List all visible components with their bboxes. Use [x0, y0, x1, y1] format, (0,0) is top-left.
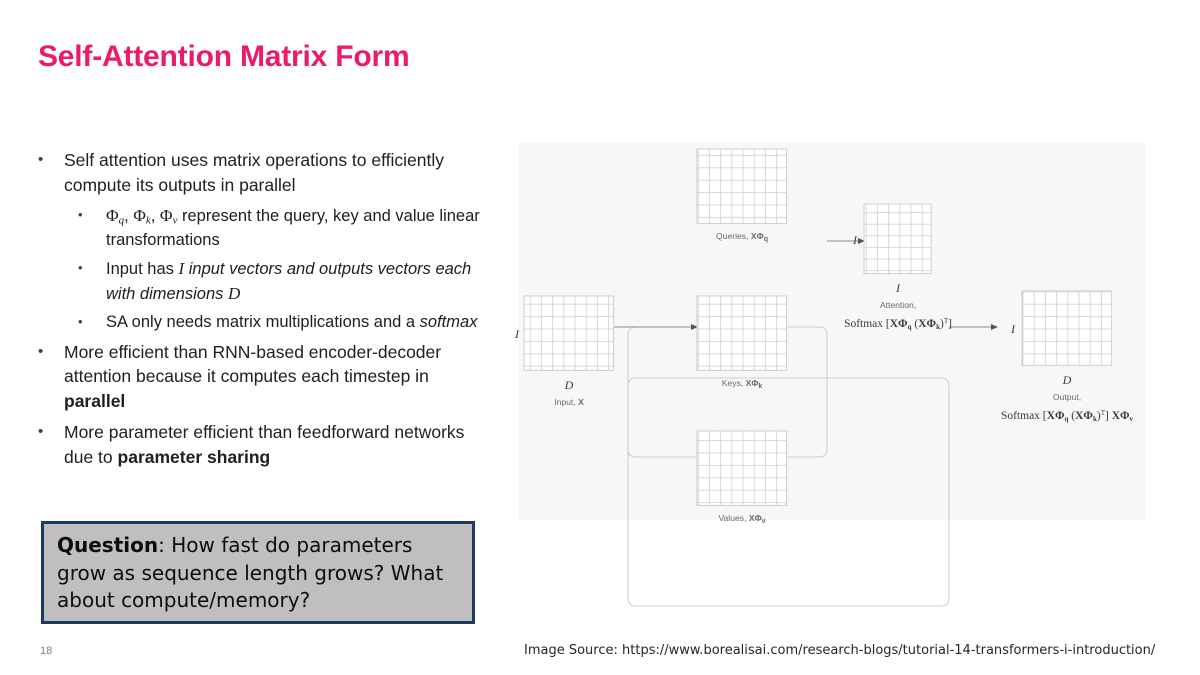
- input-dim-left: I: [515, 327, 519, 341]
- attention-dim-left: I: [853, 233, 857, 247]
- output-formula: Softmax [XΦq $(X\Phi k)^T$] XΦv: [1000, 409, 1134, 423]
- bullet-text: [106, 311, 490, 334]
- diagram-svg: [515, 143, 1145, 525]
- bullet-text: $\Phi_q$, $\Phi_k$, $\Phi_v$ represent the query, key and value linear transformations: [106, 205, 480, 249]
- phi-q-symbol: Φ: [106, 205, 119, 225]
- matrix-keys: [697, 296, 787, 390]
- matrix-attention: [844, 204, 952, 331]
- connector-av-bracket: [628, 378, 949, 606]
- diagram-arrows: [614, 241, 997, 327]
- bullet-item-1: [38, 148, 490, 198]
- bullet-marker: •: [38, 423, 44, 441]
- phi-k-symbol: Φ: [133, 205, 146, 225]
- matrix-input: [514, 296, 614, 407]
- matrix-queries: [697, 149, 787, 243]
- bullet-text-emphasis: softmax: [419, 313, 478, 332]
- attention-formula: Softmax [XΦq $(X\Phi k)^T$]: [844, 317, 952, 331]
- bullet-text-rest: represent the query, key and value linear transformations: [106, 206, 480, 249]
- bullet-text: [64, 340, 490, 415]
- question-label: Question: [57, 533, 159, 557]
- keys-label: Keys, $X\Phi_k$: [721, 378, 763, 390]
- bullet-text-mid: input vectors and outputs vectors each with dimensions: [106, 260, 472, 303]
- bullet-text-bold: parallel: [64, 391, 126, 412]
- bullet-marker: •: [78, 314, 83, 330]
- bullet-text-pre: Input has: [106, 260, 179, 279]
- bullet-item-2: [38, 204, 490, 253]
- math-symbol-I: I: [178, 259, 185, 279]
- phi-k-subscript: k: [145, 214, 151, 227]
- attention-label: Attention,: [879, 300, 917, 310]
- bullet-marker: •: [78, 206, 83, 222]
- matrix-output: [1001, 291, 1134, 423]
- bullet-text: [64, 420, 490, 470]
- input-label: Input, X: [554, 397, 584, 407]
- bullet-text-pre: SA only needs matrix multiplications and a: [106, 313, 420, 332]
- input-dim-bottom: D: [564, 378, 574, 392]
- bullet-marker: •: [38, 342, 44, 360]
- phi-q-subscript: q: [118, 214, 125, 227]
- bullet-text-pre: More efficient than RNN-based encoder-decoder attention because it computes each timestep in: [64, 341, 442, 387]
- queries-label: Queries, $X\Phi_q$: [716, 231, 768, 243]
- math-symbol-D: D: [227, 283, 241, 303]
- matrix-values: [697, 431, 787, 525]
- bullet-item-5: [38, 340, 490, 415]
- bullet-marker: •: [78, 260, 83, 276]
- slide-number: 18: [40, 645, 53, 657]
- output-label: Output,: [1052, 392, 1082, 402]
- question-text: : How fast do parameters grow as sequence length grows? What about compute/memory?: [57, 533, 444, 613]
- bullet-list: [38, 148, 490, 476]
- page-title: Self-Attention Matrix Form: [38, 40, 410, 73]
- phi-v-symbol: Φ: [159, 205, 173, 225]
- bullet-text-bold: parameter sharing: [117, 446, 271, 467]
- bullet-item-6: [38, 420, 490, 470]
- question-callout-box: [41, 521, 475, 624]
- output-dim-bottom: D: [1062, 373, 1072, 387]
- bullet-text: Self attention uses matrix operations to efficiently compute its outputs in parallel: [64, 150, 445, 195]
- bullet-item-3: [38, 257, 490, 306]
- bullet-text: [106, 257, 490, 306]
- bullet-marker: •: [38, 151, 44, 168]
- phi-v-subscript: v: [172, 214, 178, 227]
- output-dim-left: I: [1011, 322, 1015, 336]
- bullet-text-pre: More parameter efficient than feedforward networks due to: [64, 422, 465, 467]
- image-source-caption: Image Source: https://www.borealisai.com/research-blogs/tutorial-14-transformers-i-introduction/: [524, 643, 1156, 658]
- self-attention-diagram: [515, 143, 1145, 525]
- values-label: Values, $X\Phi_v$: [718, 513, 766, 525]
- bullet-item-4: [38, 311, 490, 334]
- attention-dim-bottom: I: [896, 281, 900, 295]
